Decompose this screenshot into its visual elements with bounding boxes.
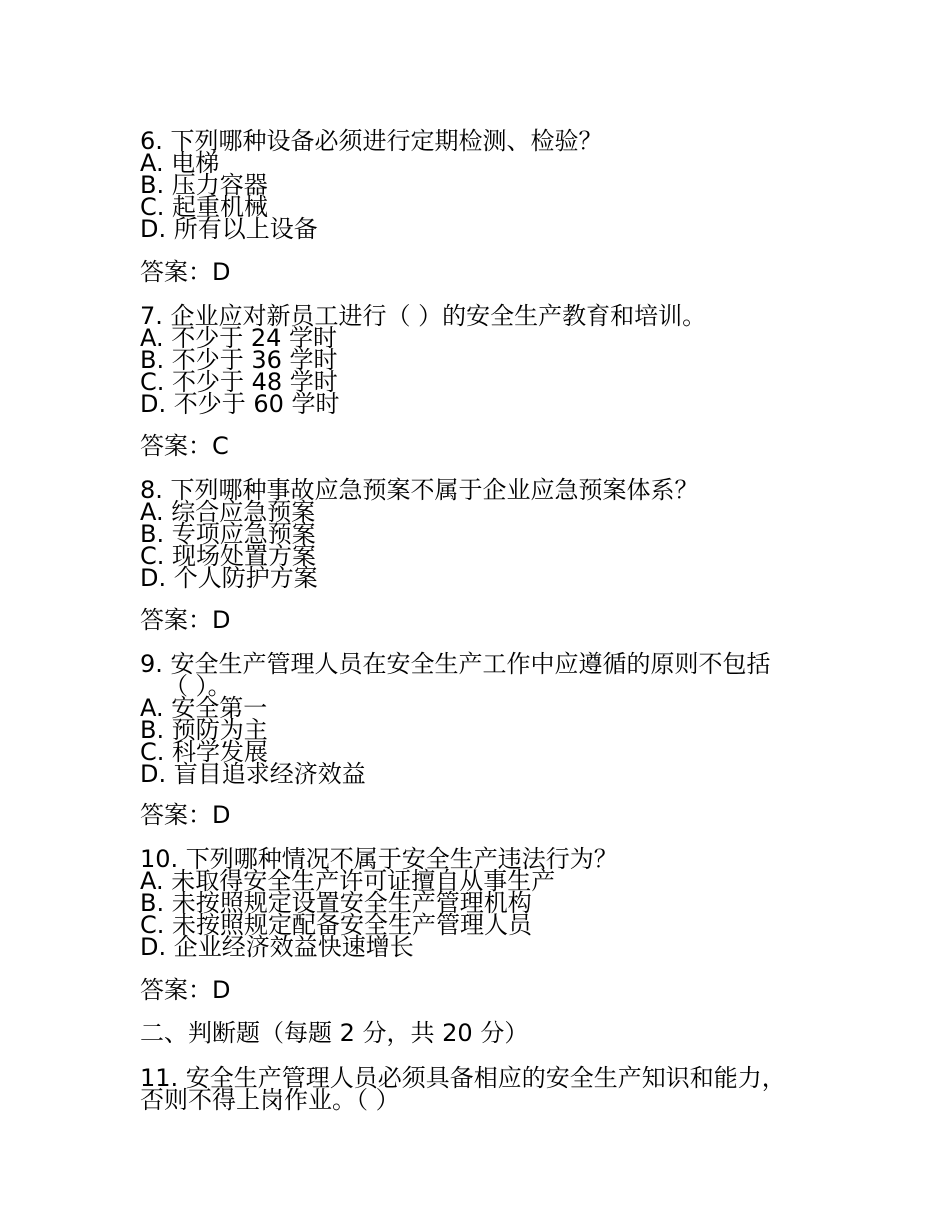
question-stem-continued: （ ）。 [164,672,232,700]
question-7 [140,302,820,418]
answer-8: 答案：D [140,606,231,634]
option-b: B. 专项应急预案 [140,520,316,548]
answer-9: 答案：D [140,801,231,829]
option-c: C. 未按照规定配备安全生产管理人员 [140,911,533,939]
answer-6: 答案：D [140,258,231,286]
question-stem: 9. 安全生产管理人员在安全生产工作中应遵循的原则不包括 [140,650,771,678]
option-a: A. 未取得安全生产许可证擅自从事生产 [140,867,556,895]
question-stem: 6. 下列哪种设备必须进行定期检测、检验？ [140,127,603,155]
option-b: B. 预防为主 [140,716,268,744]
question-8 [140,476,820,592]
option-c: C. 科学发展 [140,738,269,766]
option-c: C. 现场处置方案 [140,542,317,570]
option-d: D. 不少于 60 学时 [140,390,340,418]
question-stem: 10. 下列哪种情况不属于安全生产违法行为？ [140,845,618,873]
option-a: A. 电梯 [140,149,220,177]
answer-7: 答案：C [140,432,229,460]
answer-10: 答案：D [140,976,231,1004]
option-d: D. 企业经济效益快速增长 [140,933,414,961]
question-11 [140,1064,820,1114]
question-stem: 7. 企业应对新员工进行（ ）的安全生产教育和培训。 [140,302,707,330]
question-stem: 8. 下列哪种事故应急预案不属于企业应急预案体系？ [140,476,699,504]
option-d: D. 个人防护方案 [140,564,318,592]
question-10 [140,845,820,961]
option-c: C. 起重机械 [140,193,269,221]
section-heading: 二、判断题（每题 2 分，共 20 分） [140,1019,529,1047]
question-stem-continued: 否则不得上岗作业。（ ） [140,1086,400,1114]
option-b: B. 不少于 36 学时 [140,346,338,374]
option-a: A. 不少于 24 学时 [140,324,338,352]
question-9 [140,650,820,788]
option-d: D. 盲目追求经济效益 [140,760,366,788]
option-b: B. 压力容器 [140,171,268,199]
option-d: D. 所有以上设备 [140,215,318,243]
option-b: B. 未按照规定设置安全生产管理机构 [140,889,532,917]
option-c: C. 不少于 48 学时 [140,368,338,396]
option-a: A. 安全第一 [140,694,268,722]
question-stem: 11. 安全生产管理人员必须具备相应的安全生产知识和能力， [140,1064,786,1092]
option-a: A. 综合应急预案 [140,498,316,526]
question-6 [140,127,820,243]
